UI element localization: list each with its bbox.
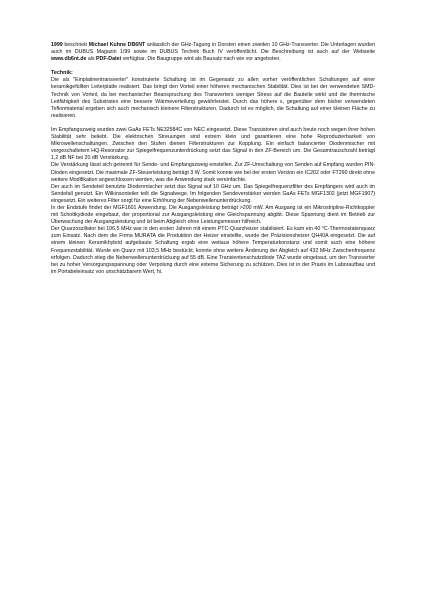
website-link[interactable]: www.db6nt.de xyxy=(51,56,87,63)
section-heading-technik: Technik: xyxy=(51,70,73,77)
paragraph-1: Die als "Einplatinentransverter" konstruierte Schaltung ist im Gegensatz zu allen vorher veröffentlichen Schaltungen auf einer keramikgefüllten Leiterplatte realisiert. Das bringt den Vorteil einer höheren mechanischen Stabilität. Dies ist bei der verwendeten SMD-Technik von Vorteil, da bei mechanischer Beanspruchung des Transverters weniger Stress auf die Bauteile wirkt und die thermische Leitfähigkeit des Substrates eine bessere Wärmeverteilung gewährleistet. Durch das höhere ε, gegenüber dem bisher verwendeten Teflonmaterial ergeben sich auch mechanisch kleinere Filterstrukturen. Dadurch ist es möglich, die Schaltung auf einer kleinen Fläche zu realisieren. xyxy=(51,77,375,119)
paragraph-2: Im Empfangszweig wurden zwei GaAs FETs NE32584C von NEC eingesetzt. Diese Transistoren sind auch heute noch wegen ihrer hohen Stabilität sehr beliebt. Die elektrischen Streuungen sind extrem klein und garantieren eine hohe Reproduzierbarkeit von Mikrowellenschaltungen. Zwischen den Stufen dienen Filterstrukturen zur Kopplung. Ein einfach balancierter Diodenmischer mit vorgeschaltetem HQ-Resonator zur Spiegelfrequenzunterdrückung setzt das Signal in den ZF-Bereich um. Die Gesamtrauschzahl beträgt 1,2 dB NF bei 20 dB Verstärkung. xyxy=(51,126,375,162)
intro-year: 1999 xyxy=(51,42,63,48)
paragraph-4: Der auch im Sendeteil benutzte Diodenmischer setzt das Signal auf 10 GHz um. Das Spiegelfrequenzfilter des Empfängers wird auch im Sendefall genutzt. Ein Wilkinsonteiler teilt die Signalwege. Im folgenden Sendeverstärker werden GaAs FETs MGF1302 (jetzt MGF1907) eingesetzt. Ein weiteres Filter sorgt für eine Erhöhung der Nebenwellenunterdrückung. xyxy=(51,183,375,204)
intro-author: Michael Kuhne DB6NT xyxy=(88,42,146,48)
paragraph-3: Die Verstärkung lässt sich getrennt für Sende- und Empfangszweig einstellen. Zur ZF-Umschaltung von Senden auf Empfang wurden PIN-Dioden eingesetzt. Die maximale ZF-Steuerleistung beträgt 3 W. Somit konnte wie bei der ersten Version ein IC202 oder FT290 direkt ohne weitere Modifikation angeschlossen werden, was die Anwendung stark vereinfachte. xyxy=(51,162,375,183)
paragraph-6: Der Quarzoszillator bei 106,5 MHz war in den ersten Jahren mit einem PTC-Quarzheizer stabilisiert. Es kam ein 40 °C-Thermostatenquarz zum Einsatz. Nach dem die Firma MURATA die Produktion der Heizer einstellte, wurde der Präzisionsheizer QH40A eingesetzt. Die auf einem kleinen Keramikhybrid aufgebaute Schaltung ergab eine weitaus höhere Temperaturkonstanz und somit auch eine höhere Frequenzstabilität. Wurde ein Quarz mit 103,5 MHz bestückt, konnte ohne weitere Änderung der Abgleich auf 432 MHz Zwischenfrequenz erfolgen. Dadurch stieg die Nebenwellenunterdrückung auf 55 dB. Eine Transientenschutzdiode TAZ wurde eingebaut, um den Transverter bei zu hoher Versorgungsspannung oder Verpolung durch eine externe Sicherung zu schützen. Dies ist in der Praxis im Laboraufbau und im Portabeleinsatz von unschätzbarem Wert, hi. xyxy=(51,226,375,275)
paragraph-5: In der Endstufe findet der MGF1601 Anwendung. Die Ausgangsleistung beträgt >200 mW. Am Ausgang ist ein Mikrostripline-Richtkoppler mit Schottkydiode eingebaut, der proportional zur Ausgangsleistung eine Gleichspannung abgibt. Diese Spannung dient im Betrieb zur Überwachung der Ausgangsleistung und ist beim Abgleich ohne Leistungsmesser hilfreich. xyxy=(51,204,375,226)
pdf-link[interactable]: PDF-Datei xyxy=(96,56,122,63)
intro-paragraph: 1999 beschrieb Michael Kuhne DB6NT anlässlich der GHz-Tagung in Dorsten einen zweiten 10 GHz-Transverter. Die Unterlagen wurden auch im DUBUS Magazin 1/99 sowie im DUBUS Technik Buch IV veröffentlicht. Die Beschreibung ist auch auf der Webseite www.db6nt.de als PDF-Datei verfügbar. Die Baugruppe wird als Bausatz nach wie vor angeboten. xyxy=(51,42,375,63)
